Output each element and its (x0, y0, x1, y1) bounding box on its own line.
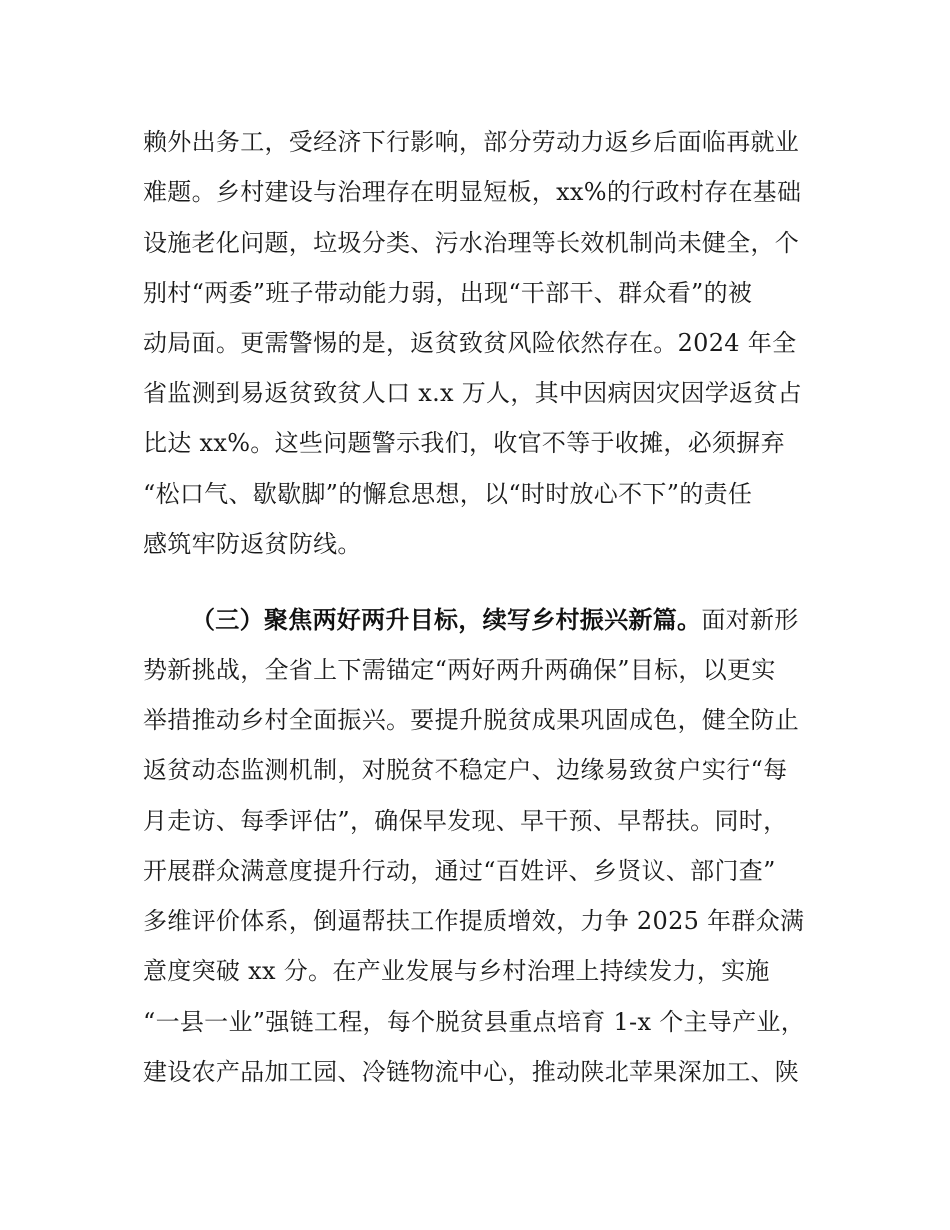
paragraph-text: 面对新形 (701, 606, 799, 634)
paragraph-line: 感筑牢防返贫防线。 (143, 530, 362, 558)
paragraph-line: 意度突破 xx 分。在产业发展与乡村治理上持续发力，实施 (143, 957, 770, 985)
paragraph-line: 多维评价体系，倒逼帮扶工作提质增效，力争 2025 年群众满 (143, 907, 805, 935)
paragraph-line: 月走访、每季评估”，确保早发现、早干预、早帮扶。同时， (143, 807, 788, 835)
paragraph-line: 建设农产品加工园、冷链物流中心，推动陕北苹果深加工、陕 (143, 1058, 800, 1086)
paragraph-line: “松口气、歇歇脚”的懈怠思想，以“时时放心不下”的责任 (143, 480, 753, 508)
paragraph-line: 开展群众满意度提升行动，通过“百姓评、乡贤议、部门查” (143, 857, 776, 885)
paragraph-line: 难题。乡村建设与治理存在明显短板，xx%的行政村存在基础 (143, 178, 802, 206)
paragraph-line: 设施老化问题，垃圾分类、污水治理等长效机制尚未健全，个 (143, 229, 800, 257)
paragraph-line: 势新挑战，全省上下需锚定“两好两升两确保”目标，以更实 (143, 656, 776, 684)
paragraph-line: 返贫动态监测机制，对脱贫不稳定户、边缘易致贫户实行“每 (143, 756, 788, 784)
paragraph-line: “一县一业”强链工程，每个脱贫县重点培育 1-x 个主导产业， (143, 1008, 806, 1036)
section-heading: （三）聚焦两好两升目标，续写乡村振兴新篇。 (191, 606, 702, 634)
paragraph-line: 赖外出务工，受经济下行影响，部分劳动力返乡后面临再就业 (143, 128, 800, 156)
paragraph-line: 动局面。更需警惕的是，返贫致贫风险依然存在。2024 年全 (143, 329, 797, 357)
section-heading-line (191, 605, 799, 635)
paragraph-line: 省监测到易返贫致贫人口 x.x 万人，其中因病因灾因学返贫占 (143, 379, 802, 407)
paragraph-line: 别村“两委”班子带动能力弱，出现“干部干、群众看”的被 (143, 279, 753, 307)
paragraph-line: 比达 xx%。这些问题警示我们，收官不等于收摊，必须摒弃 (143, 429, 785, 457)
paragraph-line: 举措推动乡村全面振兴。要提升脱贫成果巩固成色，健全防止 (143, 706, 800, 734)
